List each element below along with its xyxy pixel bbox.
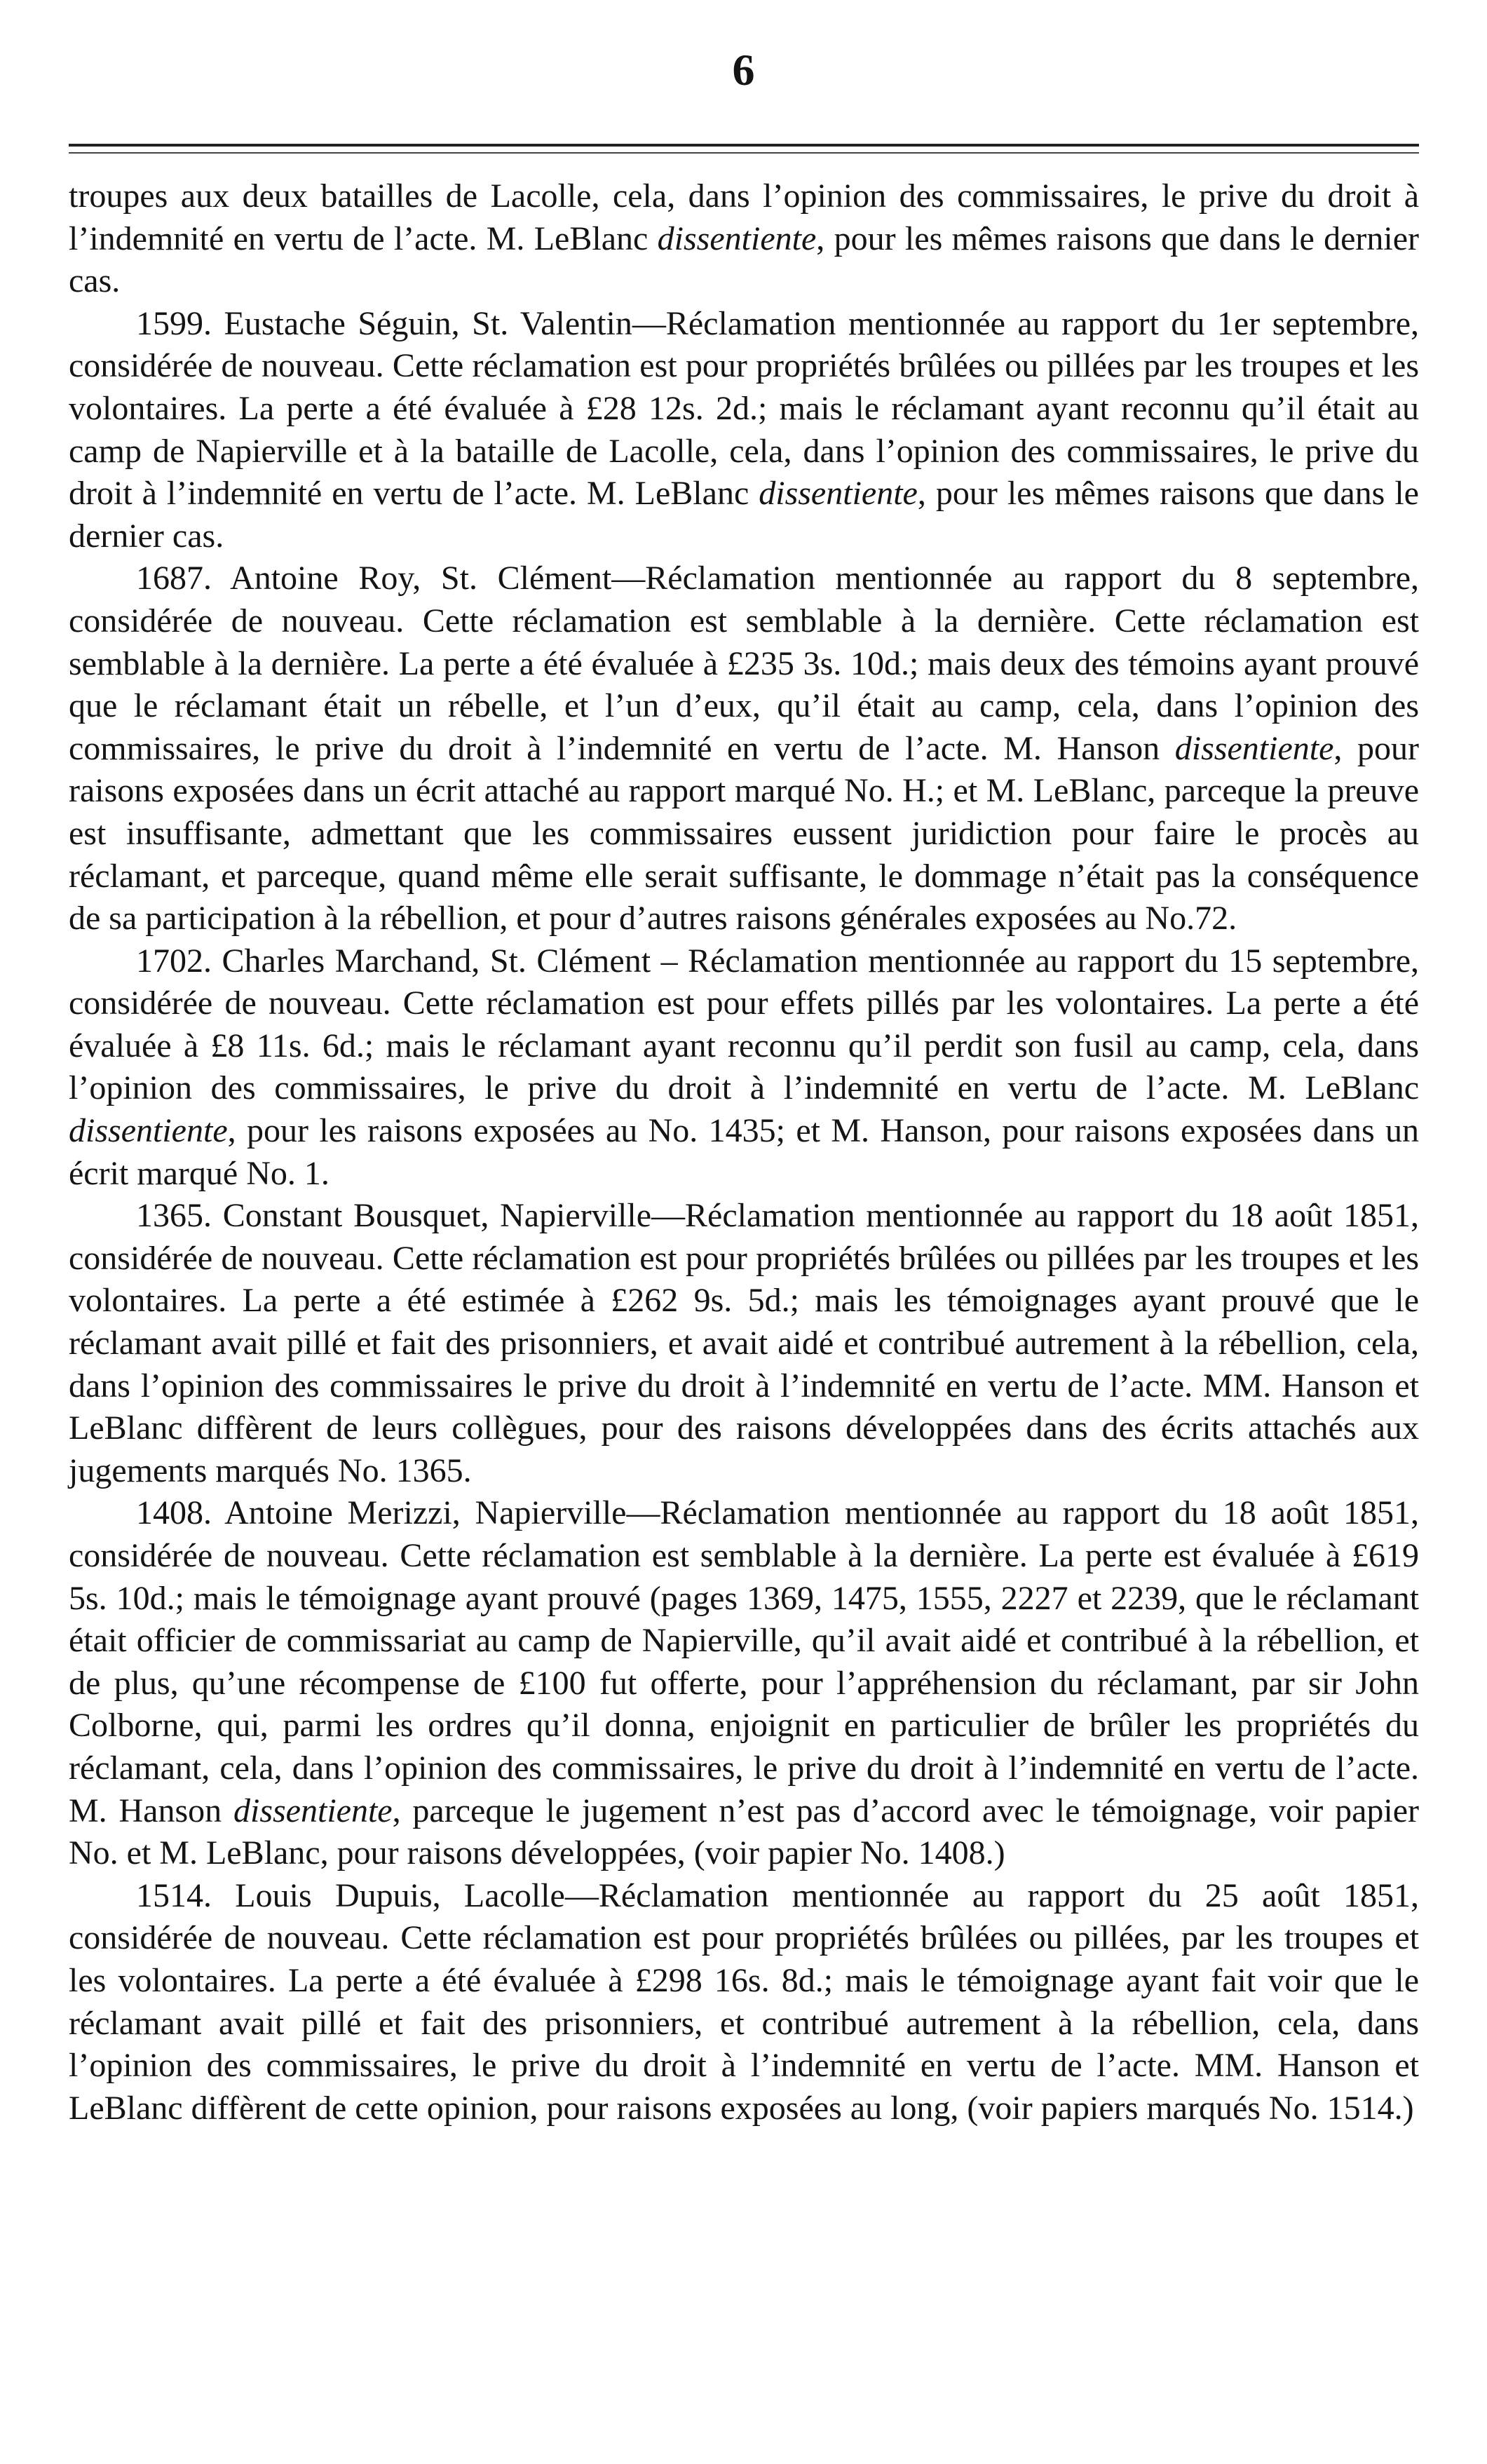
paragraph-text: 1365. Constant Bousquet, Napierville—Réclamation mentionnée au rapport du 18 août 1851, considérée de nouveau. Cette réclamation est pour propriétés brûlées ou pillées par les troupes et les volontaires. La perte a été estimée à £262 9s. 5d.; mais les témoignages ayant prouvé que le réclamant avait pillé et fait des prisonniers, et avait aidé et contribué autrement à la rébellion, cela, dans l’opinion des commissaires le prive du droit à l’indemnité en vertu de l’acte. MM. Hanson et LeBlanc diffèrent de leurs collègues, pour des raisons développées dans des écrits attachés aux jugements marqués No. 1365. (69, 1197, 1419, 1489)
paragraph-text: troupes aux deux batailles de Lacolle, cela, dans l’opinion des commissaires, le prive du droit à l’indemnité en vertu de l’acte. M. LeBlanc (69, 177, 1419, 257)
paragraph-text: , parceque le jugement n’est pas d’accord avec le témoignage, voir papier No. et M. LeBlanc, pour raisons développées, (voir papier No. 1408.) (69, 1792, 1420, 1872)
paragraph-claim-1702 (69, 940, 1419, 1196)
paragraph-text: , pour les mêmes raisons que dans le dernier cas. (69, 475, 1419, 555)
paragraph-text: 1408. Antoine Merizzi, Napierville—Réclamation mentionnée au rapport du 18 août 1851, considérée de nouveau. Cette réclamation est semblable à la dernière. La perte est évaluée à £619 5s. 10d.; mais le témoignage ayant prouvé (pages 1369, 1475, 1555, 2227 et 2239, que le réclamant était officier de commissariat au camp de Napierville, qu’il avait aidé et contribué à la rébellion, et de plus, qu’une récompense de £100 fut offerte, pour l’appréhension du réclamant, par sir John Colborne, qui, parmi les ordres qu’il donna, enjoignit en particulier de brûler les propriétés du réclamant, cela, dans l’opinion des commissaires, le prive du droit à l’indemnité en vertu de l’acte. M. Hanson (69, 1494, 1419, 1829)
italic-text: dissentiente (1174, 729, 1334, 767)
paragraph-text: 1702. Charles Marchand, St. Clément – Réclamation mentionnée au rapport du 15 septembre, considérée de nouveau. Cette réclamation est pour effets pillés par les volontaires. La perte a été évaluée à £8 11s. 6d.; mais le réclamant ayant reconnu qu’il perdit son fusil au camp, cela, dans l’opinion des commissaires, le prive du droit à l’indemnité en vertu de l’acte. M. LeBlanc (69, 942, 1419, 1107)
paragraph-claim-1514 (69, 1875, 1419, 2130)
body-text (69, 175, 1419, 2130)
paragraph-continuation (69, 175, 1419, 303)
paragraph-text: , pour les mêmes raisons que dans le dernier cas. (69, 219, 1420, 300)
italic-text: dissentiente (233, 1792, 393, 1829)
paragraph-text: , pour les raisons exposées au No. 1435; et M. Hanson, pour raisons exposées dans un écrit marqué No. 1. (69, 1112, 1419, 1192)
paragraph-claim-1408 (69, 1492, 1419, 1874)
paragraph-text: 1599. Eustache Séguin, St. Valentin—Réclamation mentionnée au rapport du 1er septembre, considérée de nouveau. Cette réclamation est pour propriétés brûlées ou pillées par les troupes et les volontaires. La perte a été évaluée à £28 12s. 2d.; mais le réclamant ayant reconnu qu’il était au camp de Napierville et à la bataille de Lacolle, cela, dans l’opinion des commissaires, le prive du droit à l’indemnité en vertu de l’acte. M. LeBlanc (69, 304, 1419, 513)
italic-text: dissentiente (69, 1112, 228, 1150)
italic-text: dissentiente (657, 219, 817, 257)
page-number: 6 (732, 45, 755, 95)
header-rule (69, 144, 1419, 147)
italic-text: dissentiente (759, 475, 918, 513)
paragraph-claim-1365 (69, 1195, 1419, 1492)
paragraph-claim-1599 (69, 303, 1419, 558)
paragraph-claim-1687 (69, 557, 1419, 940)
paragraph-text: , pour raisons exposées dans un écrit attaché au rapport marqué No. H.; et M. LeBlanc, parceque la preuve est insuffisante, admettant que les commissaires eussent juridiction pour faire le procès au réclamant, et parceque, quand même elle serait suffisante, le dommage n’était pas la conséquence de sa participation à la rébellion, et pour d’autres raisons générales exposées au No.72. (69, 729, 1419, 937)
paragraph-text: 1514. Louis Dupuis, Lacolle—Réclamation mentionnée au rapport du 25 août 1851, considérée de nouveau. Cette réclamation est pour propriétés brûlées ou pillées, par les troupes et les volontaires. La perte a été évaluée à £298 16s. 8d.; mais le témoignage ayant fait voir que le réclamant avait pillé et fait des prisonniers, et contribué autrement à la rébellion, cela, dans l’opinion des commissaires, le prive du droit à l’indemnité en vertu de l’acte. MM. Hanson et LeBlanc diffèrent de cette opinion, pour raisons exposées au long, (voir papiers marqués No. 1514.) (69, 1876, 1419, 2127)
paragraph-text: 1687. Antoine Roy, St. Clément—Réclamation mentionnée au rapport du 8 septembre, considérée de nouveau. Cette réclamation est semblable à la dernière. Cette réclamation est semblable à la dernière. La perte a été évaluée à £235 3s. 10d.; mais deux des témoins ayant prouvé que le réclamant était un rébelle, et l’un d’eux, qu’il était au camp, cela, dans l’opinion des commissaires, le prive du droit à l’indemnité en vertu de l’acte. M. Hanson (69, 560, 1419, 767)
header-rule-thin (69, 152, 1419, 154)
